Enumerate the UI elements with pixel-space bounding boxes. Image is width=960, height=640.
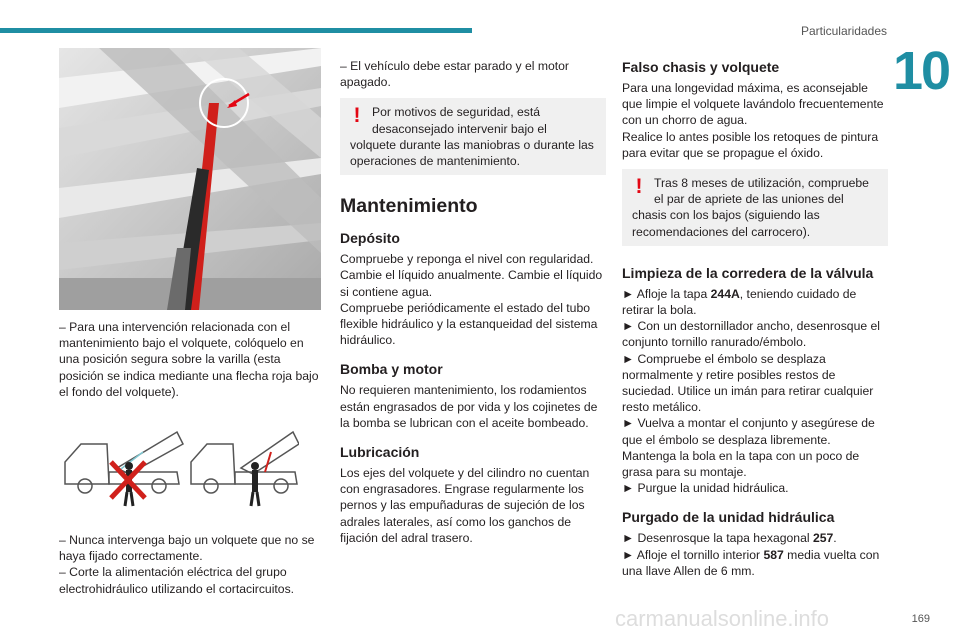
limpieza-step-1: ► Afloje la tapa 244A, teniendo cuidado de retirar la bola. <box>622 286 857 318</box>
heading-limpieza: Limpieza de la corredera de la válvula <box>622 264 874 281</box>
column-middle <box>340 58 606 546</box>
page-number: 169 <box>911 613 930 625</box>
bomba-text: No requieren mantenimiento, los rodamientos están engrasados de por vida y los cojinetes de la bomba se lubrican con el aceite bombeado. <box>340 383 598 430</box>
column-right <box>622 58 888 579</box>
warning-text-rest: chasis con los bajos (siguiendo las recomendaciones del carrocero). <box>632 208 820 239</box>
warning-text-rest: volquete durante las maniobras o durante las operaciones de mantenimiento. <box>350 137 594 169</box>
falso-text-2: Realice lo antes posible los retoques de pintura para evitar que se propague el óxido. <box>622 129 879 160</box>
heading-bomba-motor: Bomba y motor <box>340 361 443 378</box>
limpieza-step-4: ► Vuelva a montar el conjunto y asegúrese de que el émbolo se desplaza libremente. <box>622 416 875 447</box>
falso-text: Para una longevidad máxima, es aconsejable que limpie el volquete lavándolo frecuentemente con un chorro de agua. <box>622 81 884 128</box>
safety-warning-box <box>340 98 606 175</box>
column-left <box>59 48 321 597</box>
heading-falso-chasis: Falso chasis y volquete <box>622 59 780 75</box>
heading-deposito: Depósito <box>340 230 400 247</box>
watermark: carmanualsonline.info <box>615 606 830 631</box>
header-accent-bar <box>0 28 472 33</box>
maintenance-position-text: – Para una intervención relacionada con el mantenimiento bajo el volquete, colóquelo en una posición segura sobre la varilla (esta posición se indica mediante una flecha roja bajo el fondo del volquete). <box>59 320 319 399</box>
never-intervene-text: – Nunca intervenga bajo un volquete que no se haya fijado correctamente. <box>59 533 315 564</box>
warning-icon: ! <box>353 104 361 128</box>
warning-text-first: Tras 8 meses de utilización, compruebe el par de apriete de las uniones del <box>654 176 869 207</box>
heading-purgado: Purgado de la unidad hidráulica <box>622 509 835 526</box>
section-title: Particularidades <box>800 24 887 38</box>
warning-text-first: Por motivos de seguridad, está desaconsejado intervenir bajo el <box>372 105 547 136</box>
cut-power-text: – Corte la alimentación eléctrica del grupo electrohidráulico utilizando el cortacircuitos. <box>59 565 295 596</box>
heading-mantenimiento: Mantenimiento <box>340 195 478 218</box>
deposito-text: Compruebe y reponga el nivel con regularidad. Cambie el líquido anualmente. Cambie el líquido si contiene agua. <box>340 252 603 299</box>
unsafe-truck-icon <box>65 432 183 506</box>
limpieza-note: Mantenga la bola en la tapa con un poco de grasa para su montaje. <box>622 448 860 480</box>
purgado-step-2: ► Afloje el tornillo interior 587 media vuelta con una llave Allen de 6 mm. <box>622 547 880 578</box>
tipper-safety-illustration <box>59 422 299 518</box>
chapter-number: 10 <box>893 41 950 101</box>
limpieza-step-2: ► Con un destornillador ancho, desenrosque el conjunto tornillo ranurado/émbolo. <box>622 319 881 350</box>
tipper-support-rod-photo <box>59 48 321 310</box>
photo-illustration <box>59 48 321 310</box>
limpieza-step-5: ► Purgue la unidad hidráulica. <box>622 481 789 496</box>
vehicle-stopped-text: – El vehículo debe estar parado y el motor apagado. <box>340 59 569 90</box>
safe-truck-icon <box>191 432 299 506</box>
lubricacion-text: Los ejes del volquete y del cilindro no cuentan con engrasadores. Engrase regularmente los pernos y las empuñaduras de sujeción de los adrales laterales, así como los ganchos de fijación del adral trasero. <box>340 466 590 545</box>
purgado-step-1: ► Desenrosque la tapa hexagonal 257. <box>622 531 837 546</box>
trucks-illustration <box>59 422 299 518</box>
torque-warning-box <box>622 169 888 246</box>
heading-lubricacion: Lubricación <box>340 444 420 461</box>
limpieza-step-3: ► Compruebe el émbolo se desplaza normalmente y retire posibles restos de suciedad. Utilice un imán para retirar cualquier resto metálico. <box>622 351 874 415</box>
deposito-text-2: Compruebe periódicamente el estado del tubo flexible hidráulico y la estanqueidad del sistema hidráulico. <box>340 300 598 348</box>
warning-icon: ! <box>635 175 643 199</box>
